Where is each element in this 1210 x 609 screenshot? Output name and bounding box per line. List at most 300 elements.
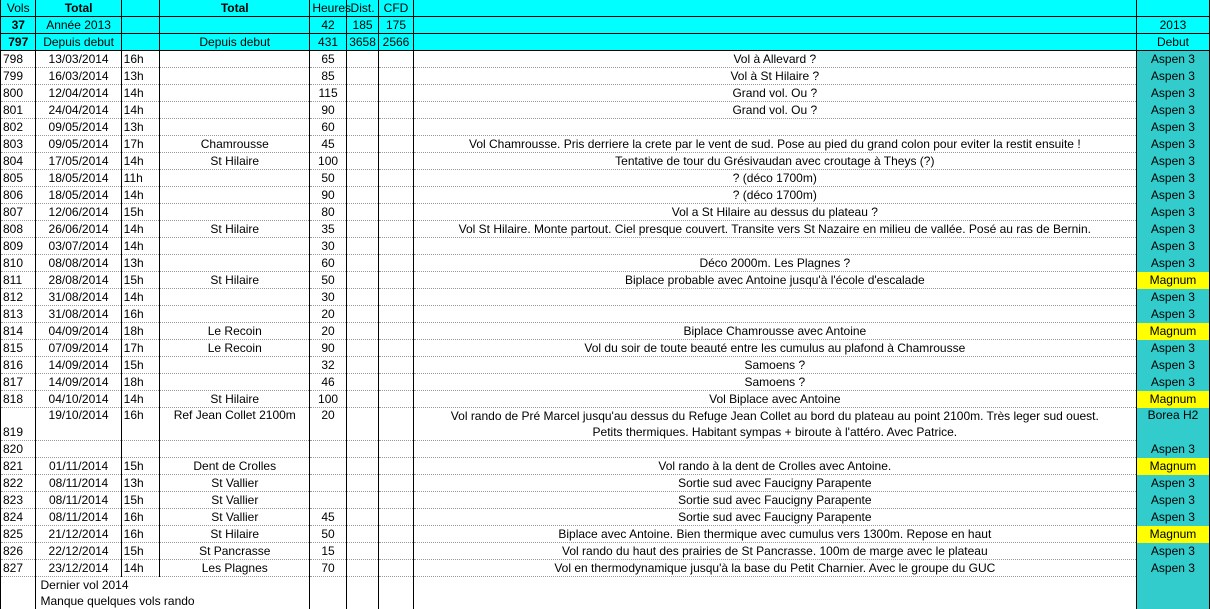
cell-comment[interactable]: ? (déco 1700m) (413, 187, 1136, 204)
cell-distance[interactable]: 100 (310, 391, 347, 408)
cell-distance[interactable]: 20 (310, 306, 347, 323)
cell-dist-empty[interactable] (346, 272, 378, 289)
cell-time[interactable]: 11h (121, 170, 160, 187)
cell-date[interactable]: 13/03/2014 (36, 51, 121, 68)
cell-time[interactable]: 14h (121, 102, 160, 119)
cell-dist-empty[interactable] (346, 543, 378, 560)
cell-time[interactable]: 13h (121, 68, 160, 85)
cell-date[interactable]: 07/09/2014 (36, 340, 121, 357)
cell-date[interactable]: 26/06/2014 (36, 221, 121, 238)
cell-date[interactable]: 19/10/2014 (36, 408, 121, 441)
cell-distance[interactable]: 70 (310, 560, 347, 577)
cell-cfd-empty[interactable] (379, 68, 413, 85)
header-cell[interactable]: 3658 (346, 34, 378, 51)
cell-time[interactable]: 16h (121, 306, 160, 323)
cell-wing[interactable]: Aspen 3 (1136, 340, 1209, 357)
cell-date[interactable]: 08/11/2014 (36, 475, 121, 492)
cell-distance[interactable]: 50 (310, 526, 347, 543)
cell-time[interactable]: 14h (121, 238, 160, 255)
cell-flight-number[interactable]: 812 (1, 289, 36, 306)
cell-comment[interactable] (413, 306, 1136, 323)
cell-flight-number[interactable]: 805 (1, 170, 36, 187)
empty-cell[interactable] (310, 577, 347, 594)
cell-dist-empty[interactable] (346, 238, 378, 255)
cell-wing[interactable]: Aspen 3 (1136, 204, 1209, 221)
cell-date[interactable]: 03/07/2014 (36, 238, 121, 255)
cell-comment[interactable]: Vol du soir de toute beauté entre les cumulus au plafond à Chamrousse (413, 340, 1136, 357)
cell-comment[interactable]: Vol à Allevard ? (413, 51, 1136, 68)
cell-distance[interactable]: 15 (310, 543, 347, 560)
cell-dist-empty[interactable] (346, 475, 378, 492)
cell-comment[interactable]: Samoens ? (413, 374, 1136, 391)
cell-flight-number[interactable]: 813 (1, 306, 36, 323)
header-cell[interactable]: 2013 (1136, 17, 1209, 34)
header-cell[interactable]: Vols (1, 0, 36, 17)
cell-comment[interactable]: Vol à St Hilaire ? (413, 68, 1136, 85)
cell-flight-number[interactable]: 818 (1, 391, 36, 408)
cell-site[interactable]: St Hilaire (160, 391, 310, 408)
cell-date[interactable]: 12/06/2014 (36, 204, 121, 221)
cell-dist-empty[interactable] (346, 221, 378, 238)
cell-distance[interactable]: 50 (310, 272, 347, 289)
cell-distance[interactable]: 60 (310, 255, 347, 272)
cell-flight-number[interactable]: 827 (1, 560, 36, 577)
cell-date[interactable]: 18/05/2014 (36, 170, 121, 187)
cell-flight-number[interactable]: 808 (1, 221, 36, 238)
cell-flight-number[interactable]: 798 (1, 51, 36, 68)
cell-flight-number[interactable]: 800 (1, 85, 36, 102)
cell-site[interactable]: Ref Jean Collet 2100m (160, 408, 310, 441)
cell-distance[interactable]: 20 (310, 408, 347, 441)
cell-comment[interactable]: Sortie sud avec Faucigny Parapente (413, 509, 1136, 526)
cell-site[interactable]: Le Recoin (160, 340, 310, 357)
cell-site[interactable] (160, 85, 310, 102)
note-cell[interactable]: Dernier vol 2014 (36, 577, 310, 594)
cell-date[interactable]: 12/04/2014 (36, 85, 121, 102)
cell-dist-empty[interactable] (346, 51, 378, 68)
cell-date[interactable]: 17/05/2014 (36, 153, 121, 170)
cell-cfd-empty[interactable] (379, 85, 413, 102)
cell-distance[interactable]: 90 (310, 187, 347, 204)
header-cell[interactable] (160, 17, 310, 34)
cell-comment[interactable]: Déco 2000m. Les Plagnes ? (413, 255, 1136, 272)
empty-cell[interactable] (346, 577, 378, 594)
cell-wing[interactable]: Aspen 3 (1136, 221, 1209, 238)
cell-time[interactable]: 15h (121, 357, 160, 374)
cell-site[interactable]: St Hilaire (160, 221, 310, 238)
cell-distance[interactable]: 35 (310, 221, 347, 238)
cell-distance[interactable]: 80 (310, 204, 347, 221)
cell-cfd-empty[interactable] (379, 153, 413, 170)
cell-site[interactable] (160, 102, 310, 119)
cell-time[interactable]: 15h (121, 272, 160, 289)
cell-flight-number[interactable]: 823 (1, 492, 36, 509)
cell-site[interactable] (160, 374, 310, 391)
cell-cfd-empty[interactable] (379, 543, 413, 560)
cell-wing[interactable]: Aspen 3 (1136, 238, 1209, 255)
cell-flight-number[interactable]: 824 (1, 509, 36, 526)
cell-cfd-empty[interactable] (379, 238, 413, 255)
cell-date[interactable]: 08/11/2014 (36, 492, 121, 509)
header-cell[interactable]: 2566 (379, 34, 413, 51)
cell-time[interactable]: 13h (121, 255, 160, 272)
cell-distance[interactable] (310, 475, 347, 492)
cell-time[interactable]: 14h (121, 187, 160, 204)
cell-flight-number[interactable]: 826 (1, 543, 36, 560)
cell-comment[interactable]: Sortie sud avec Faucigny Parapente (413, 492, 1136, 509)
cell-cfd-empty[interactable] (379, 357, 413, 374)
cell-comment[interactable]: Biplace Chamrousse avec Antoine (413, 323, 1136, 340)
cell-time[interactable]: 16h (121, 509, 160, 526)
cell-cfd-empty[interactable] (379, 119, 413, 136)
cell-cfd-empty[interactable] (379, 170, 413, 187)
cell-dist-empty[interactable] (346, 85, 378, 102)
cell-time[interactable]: 16h (121, 408, 160, 441)
cell-flight-number[interactable]: 821 (1, 458, 36, 475)
cell-site[interactable] (160, 289, 310, 306)
cell-time[interactable] (121, 441, 160, 458)
cell-cfd-empty[interactable] (379, 492, 413, 509)
header-cell[interactable]: Heures (310, 0, 347, 17)
cell-date[interactable]: 18/05/2014 (36, 187, 121, 204)
cell-flight-number[interactable]: 825 (1, 526, 36, 543)
cell-wing[interactable]: Aspen 3 (1136, 68, 1209, 85)
cell-cfd-empty[interactable] (379, 323, 413, 340)
empty-cell[interactable] (1, 593, 36, 609)
cell-site[interactable]: St Pancrasse (160, 543, 310, 560)
cell-wing[interactable]: Aspen 3 (1136, 255, 1209, 272)
cell-date[interactable]: 08/11/2014 (36, 509, 121, 526)
cell-site[interactable] (160, 357, 310, 374)
header-cell[interactable]: 797 (1, 34, 36, 51)
cell-flight-number[interactable]: 816 (1, 357, 36, 374)
cell-dist-empty[interactable] (346, 357, 378, 374)
cell-cfd-empty[interactable] (379, 458, 413, 475)
cell-wing[interactable]: Aspen 3 (1136, 170, 1209, 187)
cell-comment[interactable] (413, 441, 1136, 458)
cell-flight-number[interactable]: 802 (1, 119, 36, 136)
cell-site[interactable]: St Hilaire (160, 526, 310, 543)
cell-site[interactable]: Le Recoin (160, 323, 310, 340)
header-cell[interactable]: Total (160, 0, 310, 17)
cell-cfd-empty[interactable] (379, 374, 413, 391)
cell-time[interactable]: 15h (121, 543, 160, 560)
cell-time[interactable]: 14h (121, 289, 160, 306)
header-cell[interactable] (1136, 0, 1209, 17)
cell-distance[interactable] (310, 441, 347, 458)
cell-dist-empty[interactable] (346, 306, 378, 323)
cell-comment[interactable]: Biplace avec Antoine. Bien thermique avec cumulus vers 1300m. Repose en haut (413, 526, 1136, 543)
cell-cfd-empty[interactable] (379, 340, 413, 357)
cell-date[interactable]: 01/11/2014 (36, 458, 121, 475)
cell-cfd-empty[interactable] (379, 509, 413, 526)
empty-cell[interactable] (346, 593, 378, 609)
cell-wing[interactable]: Aspen 3 (1136, 374, 1209, 391)
cell-date[interactable]: 04/09/2014 (36, 323, 121, 340)
cell-site[interactable] (160, 187, 310, 204)
cell-wing[interactable]: Aspen 3 (1136, 306, 1209, 323)
cell-distance[interactable]: 100 (310, 153, 347, 170)
cell-time[interactable]: 15h (121, 204, 160, 221)
cell-flight-number[interactable]: 811 (1, 272, 36, 289)
cell-date[interactable] (36, 441, 121, 458)
cell-comment[interactable]: Grand vol. Ou ? (413, 102, 1136, 119)
cell-comment[interactable]: Vol St Hilaire. Monte partout. Ciel presque couvert. Transite vers St Nazaire en milieu de vallée. Posé au ras de Bernin. (413, 221, 1136, 238)
cell-comment[interactable]: Sortie sud avec Faucigny Parapente (413, 475, 1136, 492)
cell-distance[interactable] (310, 492, 347, 509)
cell-distance[interactable]: 30 (310, 289, 347, 306)
cell-time[interactable]: 13h (121, 119, 160, 136)
header-cell[interactable]: Total (36, 0, 121, 17)
header-cell[interactable]: CFD (379, 0, 413, 17)
cell-flight-number[interactable]: 807 (1, 204, 36, 221)
cell-site[interactable]: St Hilaire (160, 153, 310, 170)
cell-comment[interactable]: Vol Chamrousse. Pris derriere la crete par le vent de sud. Pose au pied du grand colon pour eviter la restit ensuite ! (413, 136, 1136, 153)
cell-site[interactable]: St Vallier (160, 475, 310, 492)
cell-comment[interactable]: ? (déco 1700m) (413, 170, 1136, 187)
cell-distance[interactable]: 85 (310, 68, 347, 85)
empty-cell[interactable] (1136, 593, 1209, 609)
cell-time[interactable]: 14h (121, 391, 160, 408)
cell-cfd-empty[interactable] (379, 475, 413, 492)
cell-cfd-empty[interactable] (379, 221, 413, 238)
header-cell[interactable]: 175 (379, 17, 413, 34)
cell-dist-empty[interactable] (346, 340, 378, 357)
cell-distance[interactable]: 90 (310, 340, 347, 357)
cell-dist-empty[interactable] (346, 170, 378, 187)
cell-distance[interactable]: 65 (310, 51, 347, 68)
cell-site[interactable]: Chamrousse (160, 136, 310, 153)
cell-comment[interactable]: Grand vol. Ou ? (413, 85, 1136, 102)
cell-date[interactable]: 14/09/2014 (36, 357, 121, 374)
cell-site[interactable]: St Hilaire (160, 272, 310, 289)
cell-distance[interactable]: 30 (310, 238, 347, 255)
cell-site[interactable] (160, 306, 310, 323)
cell-site[interactable] (160, 255, 310, 272)
cell-date[interactable]: 08/08/2014 (36, 255, 121, 272)
cell-flight-number[interactable]: 822 (1, 475, 36, 492)
cell-cfd-empty[interactable] (379, 187, 413, 204)
cell-dist-empty[interactable] (346, 204, 378, 221)
cell-comment[interactable] (413, 119, 1136, 136)
cell-dist-empty[interactable] (346, 458, 378, 475)
cell-cfd-empty[interactable] (379, 289, 413, 306)
cell-comment[interactable]: Vol en thermodynamique jusqu'à la base du Petit Charnier. Avec le groupe du GUC (413, 560, 1136, 577)
cell-wing[interactable]: Magnum (1136, 526, 1209, 543)
cell-dist-empty[interactable] (346, 408, 378, 441)
cell-date[interactable]: 23/12/2014 (36, 560, 121, 577)
cell-wing[interactable]: Aspen 3 (1136, 289, 1209, 306)
empty-cell[interactable] (379, 593, 413, 609)
cell-date[interactable]: 16/03/2014 (36, 68, 121, 85)
cell-cfd-empty[interactable] (379, 526, 413, 543)
header-cell[interactable] (121, 17, 160, 34)
cell-cfd-empty[interactable] (379, 391, 413, 408)
header-cell[interactable] (413, 0, 1136, 17)
cell-comment[interactable]: Vol Biplace avec Antoine (413, 391, 1136, 408)
cell-wing[interactable]: Magnum (1136, 458, 1209, 475)
cell-cfd-empty[interactable] (379, 441, 413, 458)
cell-cfd-empty[interactable] (379, 102, 413, 119)
cell-comment[interactable]: Tentative de tour du Grésivaudan avec croutage à Theys (?) (413, 153, 1136, 170)
cell-time[interactable]: 15h (121, 492, 160, 509)
cell-wing[interactable]: Aspen 3 (1136, 187, 1209, 204)
header-cell[interactable]: 42 (310, 17, 347, 34)
cell-dist-empty[interactable] (346, 391, 378, 408)
cell-wing[interactable]: Aspen 3 (1136, 560, 1209, 577)
cell-flight-number[interactable]: 804 (1, 153, 36, 170)
cell-wing[interactable]: Aspen 3 (1136, 102, 1209, 119)
header-cell[interactable]: Depuis debut (36, 34, 121, 51)
cell-dist-empty[interactable] (346, 492, 378, 509)
cell-flight-number[interactable]: 799 (1, 68, 36, 85)
cell-time[interactable]: 17h (121, 340, 160, 357)
cell-wing[interactable]: Aspen 3 (1136, 51, 1209, 68)
cell-site[interactable]: Dent de Crolles (160, 458, 310, 475)
cell-wing[interactable]: Aspen 3 (1136, 543, 1209, 560)
cell-cfd-empty[interactable] (379, 408, 413, 441)
cell-wing[interactable]: Magnum (1136, 391, 1209, 408)
cell-flight-number[interactable]: 803 (1, 136, 36, 153)
cell-dist-empty[interactable] (346, 323, 378, 340)
cell-distance[interactable]: 45 (310, 509, 347, 526)
cell-dist-empty[interactable] (346, 255, 378, 272)
cell-comment[interactable] (413, 289, 1136, 306)
header-cell[interactable]: Année 2013 (36, 17, 121, 34)
cell-time[interactable]: 18h (121, 374, 160, 391)
cell-distance[interactable]: 60 (310, 119, 347, 136)
cell-wing[interactable]: Aspen 3 (1136, 475, 1209, 492)
cell-date[interactable]: 21/12/2014 (36, 526, 121, 543)
cell-flight-number[interactable]: 820 (1, 441, 36, 458)
cell-cfd-empty[interactable] (379, 560, 413, 577)
cell-date[interactable]: 22/12/2014 (36, 543, 121, 560)
cell-site[interactable] (160, 68, 310, 85)
cell-site[interactable]: St Vallier (160, 509, 310, 526)
cell-site[interactable] (160, 51, 310, 68)
cell-time[interactable]: 15h (121, 458, 160, 475)
cell-date[interactable]: 24/04/2014 (36, 102, 121, 119)
cell-dist-empty[interactable] (346, 102, 378, 119)
cell-dist-empty[interactable] (346, 509, 378, 526)
empty-cell[interactable] (413, 577, 1136, 594)
cell-date[interactable]: 31/08/2014 (36, 306, 121, 323)
cell-dist-empty[interactable] (346, 187, 378, 204)
cell-wing[interactable]: Aspen 3 (1136, 153, 1209, 170)
cell-wing[interactable]: Aspen 3 (1136, 357, 1209, 374)
cell-wing[interactable]: Borea H2 (1136, 408, 1209, 441)
cell-comment[interactable] (413, 408, 1136, 441)
header-cell[interactable]: Dist. (346, 0, 378, 17)
empty-cell[interactable] (310, 593, 347, 609)
cell-wing[interactable]: Magnum (1136, 272, 1209, 289)
cell-flight-number[interactable]: 814 (1, 323, 36, 340)
cell-comment[interactable]: Vol rando du haut des prairies de St Pancrasse. 100m de marge avec le plateau (413, 543, 1136, 560)
cell-distance[interactable]: 46 (310, 374, 347, 391)
cell-dist-empty[interactable] (346, 68, 378, 85)
cell-flight-number[interactable]: 810 (1, 255, 36, 272)
header-cell[interactable]: 37 (1, 17, 36, 34)
cell-comment[interactable]: Samoens ? (413, 357, 1136, 374)
cell-date[interactable]: 31/08/2014 (36, 289, 121, 306)
cell-dist-empty[interactable] (346, 289, 378, 306)
cell-site[interactable] (160, 441, 310, 458)
cell-cfd-empty[interactable] (379, 51, 413, 68)
cell-distance[interactable]: 115 (310, 85, 347, 102)
header-cell[interactable] (413, 34, 1136, 51)
cell-comment[interactable]: Vol a St Hilaire au dessus du plateau ? (413, 204, 1136, 221)
cell-wing[interactable]: Aspen 3 (1136, 441, 1209, 458)
cell-wing[interactable]: Aspen 3 (1136, 509, 1209, 526)
cell-time[interactable]: 13h (121, 475, 160, 492)
cell-distance[interactable] (310, 458, 347, 475)
cell-time[interactable]: 14h (121, 221, 160, 238)
cell-cfd-empty[interactable] (379, 204, 413, 221)
cell-distance[interactable]: 20 (310, 323, 347, 340)
empty-cell[interactable] (1136, 577, 1209, 594)
empty-cell[interactable] (1, 577, 36, 594)
cell-time[interactable]: 14h (121, 560, 160, 577)
cell-wing[interactable]: Aspen 3 (1136, 85, 1209, 102)
header-cell[interactable] (121, 34, 160, 51)
cell-date[interactable]: 09/05/2014 (36, 136, 121, 153)
header-cell[interactable]: 185 (346, 17, 378, 34)
cell-dist-empty[interactable] (346, 136, 378, 153)
cell-time[interactable]: 16h (121, 51, 160, 68)
cell-time[interactable]: 14h (121, 153, 160, 170)
cell-time[interactable]: 18h (121, 323, 160, 340)
cell-dist-empty[interactable] (346, 374, 378, 391)
cell-comment[interactable]: Vol rando à la dent de Crolles avec Antoine. (413, 458, 1136, 475)
cell-comment[interactable] (413, 238, 1136, 255)
cell-site[interactable] (160, 170, 310, 187)
cell-flight-number[interactable]: 801 (1, 102, 36, 119)
cell-cfd-empty[interactable] (379, 136, 413, 153)
cell-site[interactable] (160, 119, 310, 136)
cell-date[interactable]: 14/09/2014 (36, 374, 121, 391)
cell-date[interactable]: 09/05/2014 (36, 119, 121, 136)
cell-wing[interactable]: Magnum (1136, 323, 1209, 340)
cell-cfd-empty[interactable] (379, 306, 413, 323)
cell-dist-empty[interactable] (346, 119, 378, 136)
header-cell[interactable] (413, 17, 1136, 34)
cell-date[interactable]: 04/10/2014 (36, 391, 121, 408)
cell-flight-number[interactable]: 806 (1, 187, 36, 204)
cell-cfd-empty[interactable] (379, 255, 413, 272)
note-cell[interactable]: Manque quelques vols rando (36, 593, 310, 609)
empty-cell[interactable] (413, 593, 1136, 609)
empty-cell[interactable] (379, 577, 413, 594)
cell-site[interactable]: Les Plagnes (160, 560, 310, 577)
cell-site[interactable] (160, 204, 310, 221)
cell-distance[interactable]: 32 (310, 357, 347, 374)
cell-distance[interactable]: 45 (310, 136, 347, 153)
header-cell[interactable]: Debut (1136, 34, 1209, 51)
cell-dist-empty[interactable] (346, 526, 378, 543)
cell-distance[interactable]: 90 (310, 102, 347, 119)
cell-wing[interactable]: Aspen 3 (1136, 136, 1209, 153)
cell-time[interactable]: 17h (121, 136, 160, 153)
cell-time[interactable]: 14h (121, 85, 160, 102)
cell-site[interactable]: St Vallier (160, 492, 310, 509)
cell-distance[interactable]: 50 (310, 170, 347, 187)
header-cell[interactable]: 431 (310, 34, 347, 51)
cell-wing[interactable]: Aspen 3 (1136, 492, 1209, 509)
cell-flight-number[interactable]: 815 (1, 340, 36, 357)
cell-flight-number[interactable]: 809 (1, 238, 36, 255)
cell-flight-number[interactable]: 819 (1, 408, 36, 441)
cell-date[interactable]: 28/08/2014 (36, 272, 121, 289)
